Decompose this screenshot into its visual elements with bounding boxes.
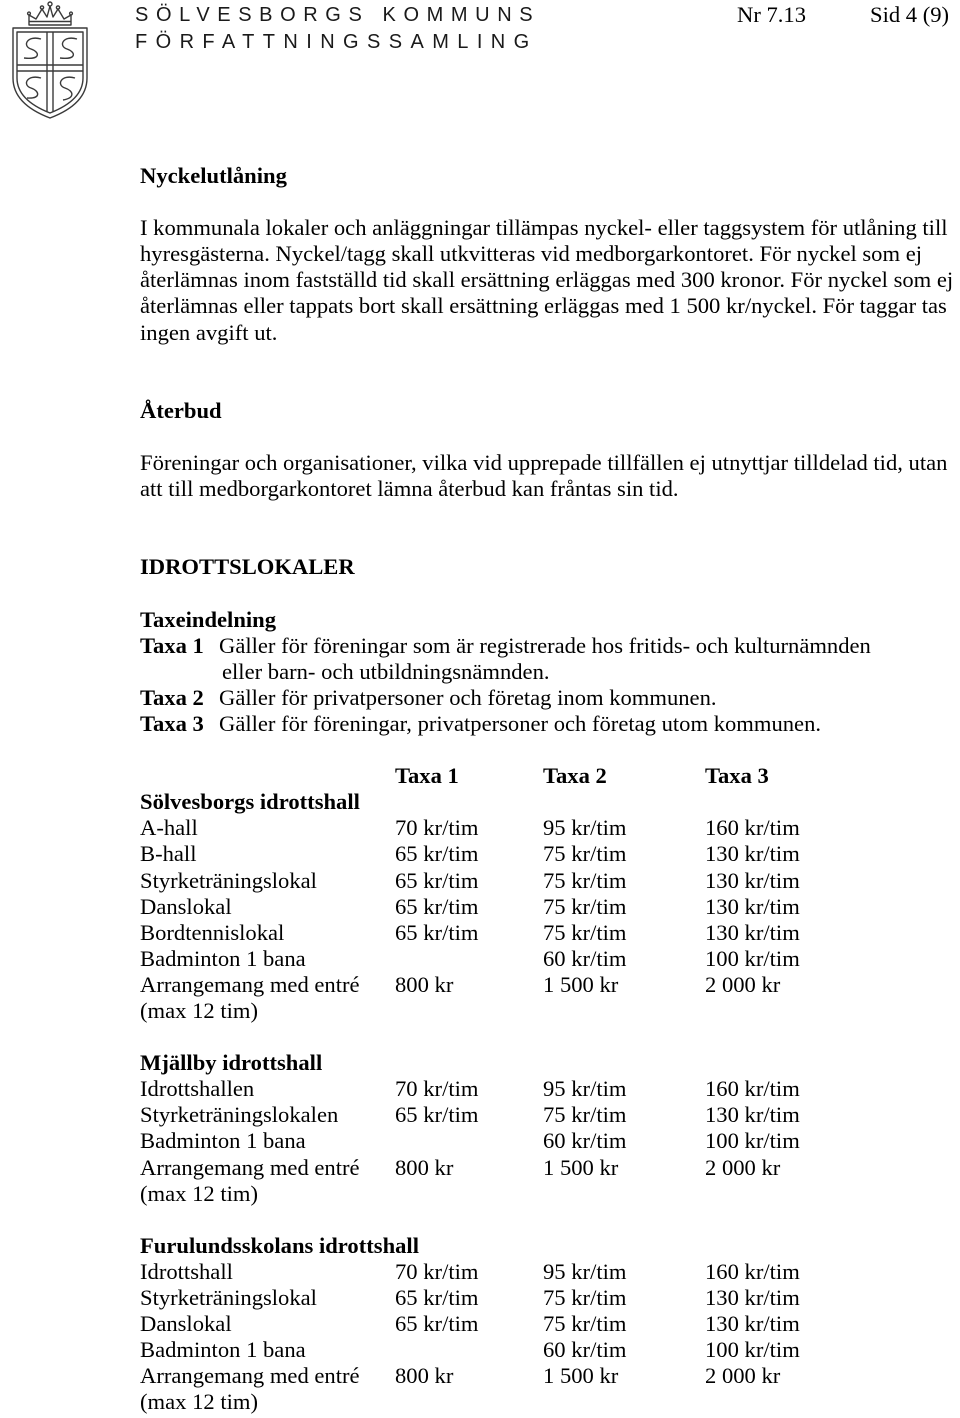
price-taxa-2: 60 kr/tim — [543, 945, 627, 971]
coat-of-arms-logo — [5, 0, 95, 120]
collection-name: FÖRFATTNINGSSAMLING — [135, 31, 538, 53]
row-item: Styrketräningslokal — [140, 1285, 317, 1311]
table-row — [140, 920, 958, 946]
row-item: Badminton 1 bana — [140, 1337, 306, 1363]
tariff-label: Taxa 2 — [140, 684, 204, 710]
tariff-label: Taxa 3 — [140, 710, 204, 736]
price-taxa-3: 160 kr/tim — [705, 1258, 800, 1284]
price-taxa-3: 100 kr/tim — [705, 1128, 800, 1154]
price-taxa-2: 60 kr/tim — [543, 1337, 627, 1363]
table-row — [140, 1076, 958, 1102]
price-taxa-1: 800 kr — [395, 971, 454, 997]
paragraph-line: återlämnas inom fastställd tid skall ersättning erläggas med 300 kronor. För nyckel som ej — [140, 267, 954, 293]
price-taxa-2: 1 500 kr — [543, 1363, 619, 1389]
municipality-name: SÖLVESBORGS KOMMUNS — [135, 4, 541, 26]
price-taxa-2: 75 kr/tim — [543, 1285, 627, 1311]
section-title-cancellation: Återbud — [140, 397, 222, 423]
row-item: A-hall — [140, 815, 198, 841]
price-taxa-3: 160 kr/tim — [705, 1076, 800, 1102]
row-item: Badminton 1 bana — [140, 945, 306, 971]
row-item: Styrketräningslokal — [140, 867, 317, 893]
document-body — [140, 163, 958, 1416]
table-row — [140, 972, 958, 998]
table-header-row — [140, 763, 958, 789]
row-item: Arrangemang med entré — [140, 1154, 360, 1180]
row-item: Arrangemang med entré — [140, 971, 360, 997]
row-item: Danslokal — [140, 1311, 232, 1337]
tariff-entry — [140, 711, 958, 737]
price-taxa-3: 130 kr/tim — [705, 1102, 800, 1128]
price-taxa-1: 65 kr/tim — [395, 1311, 479, 1337]
tariff-label: Taxa 1 — [140, 632, 204, 658]
table-row — [140, 1155, 958, 1181]
tariff-description: Gäller för privatpersoner och företag inom kommunen. — [219, 684, 717, 710]
price-taxa-1: 65 kr/tim — [395, 893, 479, 919]
row-item: Styrketräningslokalen — [140, 1102, 339, 1128]
price-taxa-3: 130 kr/tim — [705, 867, 800, 893]
table-row — [140, 1285, 958, 1311]
price-taxa-1: 65 kr/tim — [395, 1285, 479, 1311]
column-header-taxa-1: Taxa 1 — [395, 763, 459, 789]
row-note: (max 12 tim) — [140, 1389, 258, 1415]
price-taxa-3: 2 000 kr — [705, 1154, 781, 1180]
price-taxa-3: 2 000 kr — [705, 1363, 781, 1389]
section-title-key-lending: Nyckelutlåning — [140, 163, 287, 188]
table-row — [140, 1311, 958, 1337]
table-row — [140, 1102, 958, 1128]
tariff-description: eller barn- och utbildningsnämnden. — [222, 658, 550, 684]
tariff-entry — [140, 633, 958, 659]
paragraph-line: ingen avgift ut. — [140, 319, 278, 345]
price-taxa-2: 95 kr/tim — [543, 815, 627, 841]
row-item: B-hall — [140, 841, 197, 867]
table-row — [140, 1337, 958, 1363]
row-item: Danslokal — [140, 893, 232, 919]
row-note: (max 12 tim) — [140, 998, 258, 1023]
paragraph-line: I kommunala lokaler och anläggningar tillämpas nyckel- eller taggsystem för utlåning till — [140, 215, 948, 241]
tariff-description: Gäller för föreningar som är registrerade hos fritids- och kulturnämnden — [219, 632, 871, 658]
crown-shape — [28, 2, 73, 25]
price-taxa-2: 75 kr/tim — [543, 919, 627, 945]
tariff-description: Gäller för föreningar, privatpersoner och företag utom kommunen. — [219, 710, 822, 736]
row-item: Bordtennislokal — [140, 919, 285, 945]
venue-title: Sölvesborgs idrottshall — [140, 789, 360, 815]
price-taxa-2: 60 kr/tim — [543, 1128, 627, 1154]
price-taxa-2: 1 500 kr — [543, 971, 619, 997]
price-taxa-2: 75 kr/tim — [543, 1311, 627, 1337]
table-row — [140, 841, 958, 867]
price-taxa-1: 800 kr — [395, 1363, 454, 1389]
venue-title: Furulundsskolans idrottshall — [140, 1232, 419, 1258]
price-taxa-1: 65 kr/tim — [395, 841, 479, 867]
paragraph-line: att till medborgarkontoret lämna återbud kan fråntas sin tid. — [140, 476, 679, 502]
table-row — [140, 1259, 958, 1285]
section-title-sports-venues: IDROTTSLOKALER — [140, 554, 355, 580]
price-taxa-1: 70 kr/tim — [395, 1076, 479, 1102]
price-taxa-3: 100 kr/tim — [705, 1337, 800, 1363]
price-taxa-3: 130 kr/tim — [705, 1285, 800, 1311]
price-taxa-1: 65 kr/tim — [395, 919, 479, 945]
paragraph-line: återlämnas eller tappats bort skall ersättning erläggas med 1 500 kr/nyckel. För taggar tas — [140, 293, 947, 319]
price-taxa-3: 130 kr/tim — [705, 893, 800, 919]
price-taxa-2: 75 kr/tim — [543, 1102, 627, 1128]
price-taxa-2: 95 kr/tim — [543, 1258, 627, 1284]
price-taxa-2: 75 kr/tim — [543, 841, 627, 867]
tariff-heading: Taxeindelning — [140, 606, 277, 632]
price-taxa-1: 65 kr/tim — [395, 1102, 479, 1128]
row-note: (max 12 tim) — [140, 1180, 258, 1206]
paragraph-line: Föreningar och organisationer, vilka vid upprepade tillfällen ej utnyttjar tilldelad tid, utan — [140, 450, 948, 476]
price-taxa-1: 65 kr/tim — [395, 867, 479, 893]
price-taxa-2: 95 kr/tim — [543, 1076, 627, 1102]
price-taxa-3: 130 kr/tim — [705, 1311, 800, 1337]
row-item: Arrangemang med entré — [140, 1363, 360, 1389]
table-row — [140, 868, 958, 894]
price-taxa-2: 1 500 kr — [543, 1154, 619, 1180]
price-taxa-3: 130 kr/tim — [705, 919, 800, 945]
price-taxa-1: 70 kr/tim — [395, 815, 479, 841]
row-item: Badminton 1 bana — [140, 1128, 306, 1154]
row-item: Idrottshall — [140, 1258, 233, 1284]
venue-title: Mjällby idrottshall — [140, 1050, 323, 1076]
price-taxa-1: 70 kr/tim — [395, 1258, 479, 1284]
tariff-entry — [140, 685, 958, 711]
price-taxa-2: 75 kr/tim — [543, 867, 627, 893]
price-taxa-3: 2 000 kr — [705, 971, 781, 997]
price-taxa-3: 130 kr/tim — [705, 841, 800, 867]
price-table — [140, 763, 958, 1415]
price-taxa-3: 100 kr/tim — [705, 945, 800, 971]
row-item: Idrottshallen — [140, 1076, 255, 1102]
table-row — [140, 1363, 958, 1389]
price-taxa-1: 800 kr — [395, 1154, 454, 1180]
table-row — [140, 894, 958, 920]
price-taxa-2: 75 kr/tim — [543, 893, 627, 919]
column-header-taxa-2: Taxa 2 — [543, 763, 607, 789]
paragraph-line: hyresgästerna. Nyckel/tagg skall utkvitteras vid medborgarkontoret. För nyckel som ej — [140, 241, 923, 267]
shield-shape — [13, 28, 87, 118]
document-number: Nr 7.13 — [737, 2, 807, 27]
table-row — [140, 1128, 958, 1154]
price-taxa-3: 160 kr/tim — [705, 815, 800, 841]
table-row — [140, 946, 958, 972]
column-header-taxa-3: Taxa 3 — [705, 763, 769, 789]
page-number: Sid 4 (9) — [870, 2, 950, 27]
table-row — [140, 815, 958, 841]
